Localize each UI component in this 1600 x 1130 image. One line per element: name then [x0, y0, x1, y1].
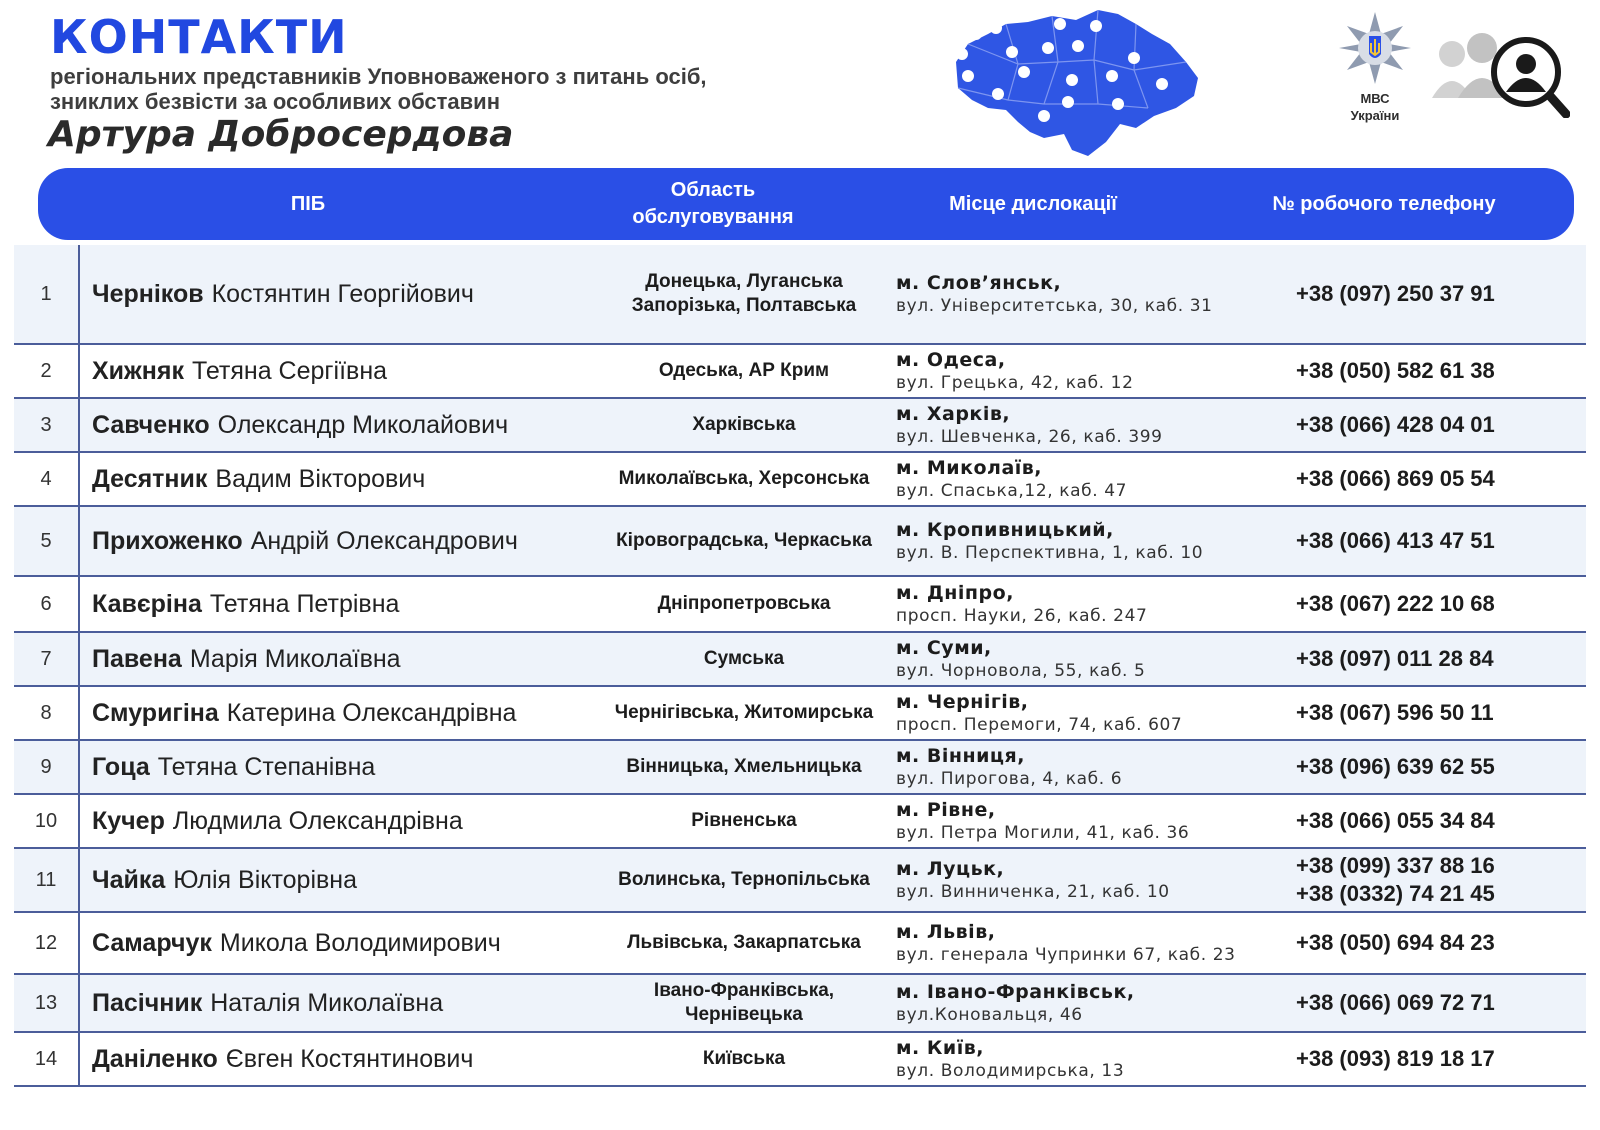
person-given-names: Тетяна Степанівна [157, 752, 376, 781]
work-phone [1296, 453, 1586, 505]
office-location [896, 399, 1306, 451]
location-address: вул. Пирогова, 4, каб. 6 [896, 769, 1123, 789]
service-region: Донецька, Луганська Запорізька, Полтавська [631, 271, 857, 316]
location-city: м. Луцьк, [896, 858, 1005, 880]
phone-number: +38 (099) 337 88 16 [1296, 853, 1495, 878]
work-phone [1296, 345, 1586, 397]
column-header-location: Місце дислокації [949, 192, 1117, 215]
office-location [896, 507, 1306, 575]
subtitle-line-2: зниклих безвісти за особливих обставин [50, 89, 500, 114]
location-address: вул. Університетська, 30, каб. 31 [896, 296, 1213, 316]
commissioner-name: Артура Добросердова [48, 114, 514, 155]
person-name [92, 345, 642, 397]
table-row [14, 795, 1586, 849]
service-region: Волинська, Тернопільська [618, 869, 870, 890]
table-row [14, 507, 1586, 577]
service-region: Київська [702, 1048, 786, 1069]
location-city: м. Івано-Франківськ, [896, 981, 1135, 1003]
row-number: 12 [14, 913, 80, 973]
service-region: Вінницька, Хмельницька [626, 756, 862, 777]
location-address: вул. генерала Чупринки 67, каб. 23 [896, 945, 1236, 965]
person-given-names: Катерина Олександрівна [226, 698, 517, 727]
office-location [896, 245, 1306, 343]
row-number: 7 [14, 633, 80, 685]
person-name [92, 399, 642, 451]
phone-number: +38 (066) 869 05 54 [1296, 466, 1495, 491]
person-surname: Смуригіна [92, 698, 219, 727]
office-location [896, 975, 1306, 1031]
person-surname: Даніленко [92, 1044, 218, 1073]
service-region: Миколаївська, Херсонська [618, 468, 870, 489]
person-name [92, 633, 642, 685]
row-number: 4 [14, 453, 80, 505]
office-location [896, 913, 1306, 973]
table-row [14, 245, 1586, 345]
location-city: м. Чернігів, [896, 691, 1029, 713]
phone-number: +38 (093) 819 18 17 [1296, 1046, 1495, 1071]
person-surname: Савченко [92, 410, 210, 439]
office-location [896, 633, 1306, 685]
location-address: вул. Володимирська, 13 [896, 1061, 1125, 1081]
service-region: Рівненська [691, 810, 797, 831]
person-name [92, 507, 642, 575]
table-row [14, 913, 1586, 975]
missing-person-search-icon [1430, 28, 1570, 118]
person-name [92, 577, 642, 631]
row-number: 11 [14, 849, 80, 911]
person-name [92, 913, 642, 973]
service-region: Чернігівська, Житомирська [614, 702, 874, 723]
work-phone [1296, 633, 1586, 685]
service-region: Львівська, Закарпатська [627, 932, 861, 953]
table-row [14, 687, 1586, 741]
table-row [14, 633, 1586, 687]
row-number: 1 [14, 245, 80, 343]
ukraine-map-icon [948, 4, 1208, 164]
table-row [14, 849, 1586, 913]
person-name [92, 795, 642, 847]
office-location [896, 1033, 1306, 1085]
person-surname: Гоца [92, 752, 150, 781]
location-address: вул. Чорновола, 55, каб. 5 [896, 661, 1146, 681]
row-number: 2 [14, 345, 80, 397]
subtitle-line-1: регіональних представників Уповноваженого з питань осіб, [50, 64, 707, 89]
work-phone [1296, 741, 1586, 793]
table-row [14, 453, 1586, 507]
person-surname: Чайка [92, 865, 166, 894]
office-location [896, 795, 1306, 847]
location-city: м. Дніпро, [896, 582, 1014, 604]
location-city: м. Суми, [896, 637, 992, 659]
work-phone [1296, 913, 1586, 973]
work-phone [1296, 507, 1586, 575]
service-region: Сумська [703, 648, 785, 669]
person-name [92, 741, 642, 793]
person-given-names: Людмила Олександрівна [172, 806, 463, 835]
phone-number: +38 (097) 011 28 84 [1296, 646, 1494, 671]
table-row [14, 577, 1586, 633]
office-location [896, 741, 1306, 793]
phone-number: +38 (067) 596 50 11 [1296, 700, 1494, 725]
table-row [14, 975, 1586, 1033]
phone-number: +38 (096) 639 62 55 [1296, 754, 1495, 779]
location-city: м. Київ, [896, 1037, 984, 1059]
person-surname: Кавєріна [92, 589, 202, 618]
person-surname: Прихоженко [92, 526, 243, 555]
row-number: 9 [14, 741, 80, 793]
location-address: вул. Петра Могили, 41, каб. 36 [896, 823, 1190, 843]
row-number: 13 [14, 975, 80, 1031]
service-region: Дніпропетровська [657, 593, 831, 614]
person-given-names: Євген Костянтинович [225, 1044, 474, 1073]
person-name [92, 245, 642, 343]
work-phone [1296, 849, 1586, 911]
mvs-logo [1325, 10, 1425, 130]
work-phone [1296, 795, 1586, 847]
work-phone [1296, 245, 1586, 343]
person-surname: Пасічник [92, 988, 203, 1017]
person-given-names: Олександр Миколайович [217, 410, 509, 439]
location-city: м. Харків, [896, 403, 1011, 425]
person-given-names: Марія Миколаївна [189, 644, 401, 673]
person-given-names: Юлія Вікторівна [173, 865, 357, 894]
person-given-names: Андрій Олександрович [250, 526, 518, 555]
page-header [0, 0, 1600, 170]
person-name [92, 1033, 642, 1085]
row-number: 10 [14, 795, 80, 847]
work-phone [1296, 399, 1586, 451]
logo-line-2: України [1350, 108, 1400, 123]
phone-number-secondary: +38 (0332) 74 21 45 [1296, 881, 1495, 906]
person-given-names: Вадим Вікторович [215, 464, 426, 493]
location-city: м. Одеса, [896, 349, 1006, 371]
row-number: 8 [14, 687, 80, 739]
table-header [38, 168, 1574, 240]
person-surname: Самарчук [92, 928, 212, 957]
work-phone [1296, 975, 1586, 1031]
phone-number: +38 (066) 055 34 84 [1296, 808, 1495, 833]
phone-number: +38 (066) 069 72 71 [1296, 990, 1495, 1015]
phone-number: +38 (066) 413 47 51 [1296, 528, 1495, 553]
phone-number: +38 (050) 582 61 38 [1296, 358, 1495, 383]
person-given-names: Наталія Миколаївна [210, 988, 444, 1017]
row-number: 3 [14, 399, 80, 451]
person-surname: Хижняк [92, 356, 184, 385]
column-header-name: ПІБ [290, 192, 326, 215]
table-row [14, 399, 1586, 453]
location-address: вул. Грецька, 42, каб. 12 [896, 373, 1134, 393]
row-number: 5 [14, 507, 80, 575]
location-city: м. Миколаїв, [896, 457, 1043, 479]
table-row [14, 1033, 1586, 1087]
page-title: КОНТАКТИ [50, 10, 348, 64]
work-phone [1296, 687, 1586, 739]
location-city: м. Слов’янськ, [896, 272, 1062, 294]
office-location [896, 849, 1306, 911]
person-name [92, 687, 642, 739]
row-number: 6 [14, 577, 80, 631]
person-given-names: Костянтин Георгійович [211, 279, 474, 308]
table-row [14, 741, 1586, 795]
work-phone [1296, 1033, 1586, 1085]
service-region: Кіровоградська, Черкаська [616, 530, 872, 551]
location-address: просп. Перемоги, 74, каб. 607 [896, 715, 1183, 735]
location-city: м. Кропивницький, [896, 519, 1114, 541]
person-given-names: Тетяна Петрівна [209, 589, 400, 618]
location-city: м. Рівне, [896, 799, 996, 821]
office-location [896, 345, 1306, 397]
location-address: вул. Шевченка, 26, каб. 399 [896, 427, 1163, 447]
phone-number: +38 (050) 694 84 23 [1296, 930, 1495, 955]
service-region: Одеська, АР Крим [658, 360, 830, 381]
person-name [92, 453, 642, 505]
office-location [896, 577, 1306, 631]
logo-line-1: МВС [1360, 91, 1390, 106]
column-header-phone: № робочого телефону [1272, 192, 1496, 215]
table-row [14, 345, 1586, 399]
phone-number: +38 (066) 428 04 01 [1296, 412, 1495, 437]
person-surname: Павена [92, 644, 182, 673]
location-address: вул. Винниченка, 21, каб. 10 [896, 882, 1170, 902]
location-city: м. Вінниця, [896, 745, 1025, 767]
police-star-emblem-icon [1337, 10, 1413, 86]
work-phone [1296, 577, 1586, 631]
person-surname: Десятник [92, 464, 208, 493]
location-address: вул.Коновальця, 46 [896, 1005, 1083, 1025]
page-subtitle [50, 64, 950, 114]
location-city: м. Львів, [896, 921, 996, 943]
phone-number: +38 (067) 222 10 68 [1296, 591, 1495, 616]
location-address: просп. Науки, 26, каб. 247 [896, 606, 1148, 626]
location-address: вул. В. Перспективна, 1, каб. 10 [896, 543, 1204, 563]
phone-number: +38 (097) 250 37 91 [1296, 281, 1495, 306]
location-address: вул. Спаська,12, каб. 47 [896, 481, 1128, 501]
person-name [92, 849, 642, 911]
person-name [92, 975, 642, 1031]
service-region: Харківська [692, 414, 796, 435]
person-surname: Черніков [92, 279, 204, 308]
service-region: Івано-Франківська, Чернівецька [653, 980, 835, 1025]
column-header-region: Область обслуговування [632, 179, 794, 228]
person-surname: Кучер [92, 806, 165, 835]
person-given-names: Микола Володимирович [219, 928, 501, 957]
office-location [896, 453, 1306, 505]
office-location [896, 687, 1306, 739]
person-given-names: Тетяна Сергіївна [191, 356, 388, 385]
row-number: 14 [14, 1033, 80, 1085]
